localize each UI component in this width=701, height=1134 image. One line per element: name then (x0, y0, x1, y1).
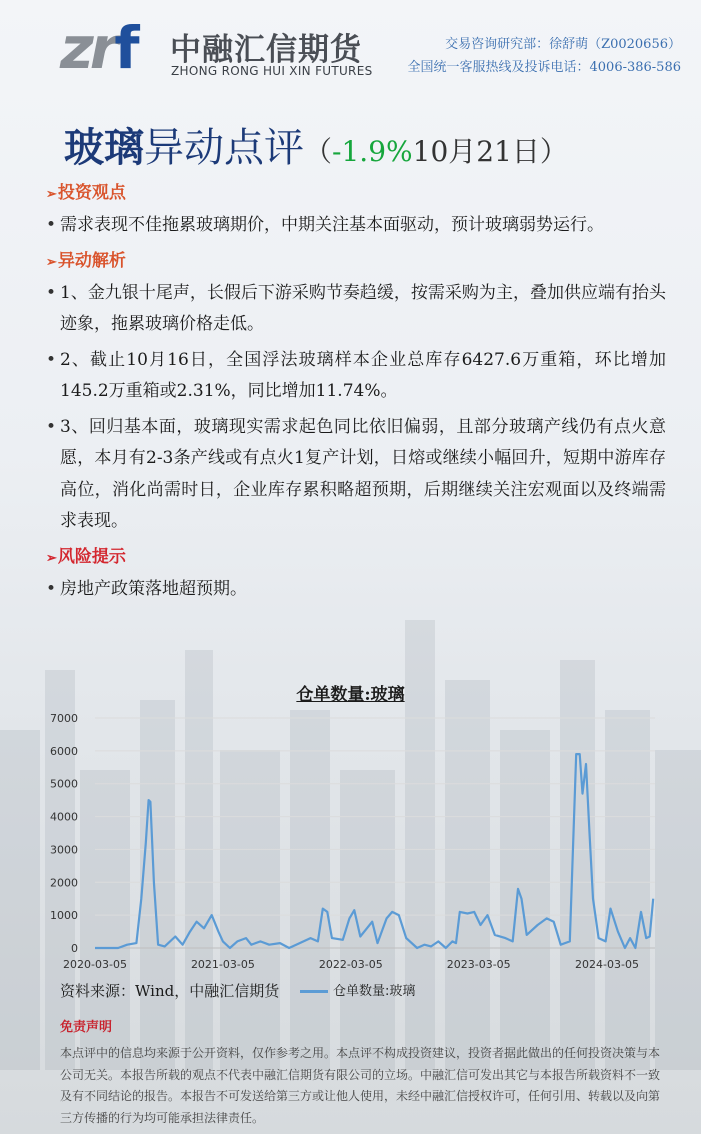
report-header (0, 0, 701, 100)
chart-title: 仓单数量:玻璃 (296, 685, 405, 705)
x-tick-label: 2024-03-05 (575, 958, 639, 971)
title-main: 异动点评 (144, 125, 304, 171)
bullet-item: • 1、金九银十尾声，长假后下游采购节奏趋缓，按需采购为主，叠加供应端有抬头迹象，拖累玻璃价格走低。 (46, 278, 666, 341)
bullet-item: • 2、截止10月16日，全国浮法玻璃样本企业总库存6427.6万重箱，环比增加145.2万重箱或2.31%，同比增加11.74%。 (46, 345, 666, 408)
section-heading-label: 风险提示 (57, 546, 126, 567)
x-tick-label: 2021-03-05 (190, 958, 255, 971)
company-logo: zrf (60, 14, 136, 82)
title-change-pct: -1.9% (332, 135, 413, 168)
section-heading-label: 异动解析 (57, 250, 126, 271)
disclaimer-text: 本点评中的信息均来源于公开资料，仅作参考之用。本点评不构成投资建议，投资者据此做出的任何投资决策与本公司无关。本报告所载的观点不代表中融汇信期货有限公司的立场。中融汇信可发出其它与本报告所载资料不一致及有不同结论的报告。本报告不可发送给第三方或让他人使用，未经中融汇信授权许可，任何引用、转载以及向第三方传播的行为均可能承担法律责任。 (60, 1046, 661, 1125)
y-tick-label: 2000 (50, 876, 78, 890)
report-body (46, 178, 666, 609)
bullet-item: • 房地产政策落地超预期。 (46, 574, 666, 606)
bullet-item: • 3、回归基本面，玻璃现实需求起色同比依旧偏弱，且部分玻璃产线仍有点火意愿，本月有2-3条产线或有点火1复产计划，日熔或继续小幅回升，短期中游库存高位，消化尚需时日，企业库存累积略超预期，后期继续关注宏观面以及终端需求表现。 (46, 412, 666, 538)
x-tick-label: 2022-03-05 (318, 958, 383, 971)
y-tick-label: 1000 (50, 909, 78, 923)
data-source: 资料来源：Wind，中融汇信期货 (60, 982, 280, 1000)
title-product: 玻璃 (64, 124, 144, 171)
y-tick-label: 3000 (50, 843, 78, 857)
section-heading-risk (46, 542, 666, 572)
y-tick-label: 4000 (50, 810, 78, 824)
legend-line-swatch (300, 990, 328, 993)
company-name-en: ZHONG RONG HUI XIN FUTURES (171, 64, 373, 78)
chart-legend (300, 980, 415, 999)
y-tick-label: 6000 (50, 744, 78, 758)
section-heading-label: 投资观点 (57, 183, 126, 203)
x-tick-label: 2023-03-05 (446, 958, 511, 971)
report-title (64, 116, 568, 173)
section-heading-view (46, 178, 666, 208)
legend-label: 仓单数量:玻璃 (333, 984, 416, 999)
warehouse-receipt-chart (0, 700, 701, 975)
series-line (95, 754, 653, 948)
hotline-line: 全国统一客服热线及投诉电话：4006-386-586 (407, 60, 681, 75)
arrow-icon: ➢ (46, 550, 57, 566)
arrow-icon: ➢ (46, 187, 57, 202)
contact-info (408, 33, 682, 79)
arrow-icon: ➢ (46, 254, 57, 270)
x-tick-label: 2020-03-05 (63, 958, 127, 971)
analyst-line: 交易咨询研究部：徐舒萌（Z0020656） (445, 37, 681, 52)
bullet-item: • 需求表现不佳拖累玻璃期价，中期关注基本面驱动，预计玻璃弱势运行。 (46, 210, 666, 242)
y-tick-label: 7000 (50, 712, 78, 725)
title-paren-open: （ (304, 135, 333, 168)
y-tick-label: 0 (71, 942, 78, 955)
title-date: 10月21日 (412, 135, 540, 168)
title-paren-close: ） (539, 135, 568, 168)
y-tick-label: 5000 (50, 777, 78, 791)
company-name-cn: 中融汇信期货 (170, 32, 362, 68)
section-heading-analysis (46, 246, 666, 276)
disclaimer-heading: 免责声明 (60, 1020, 113, 1035)
disclaimer (60, 1016, 660, 1129)
